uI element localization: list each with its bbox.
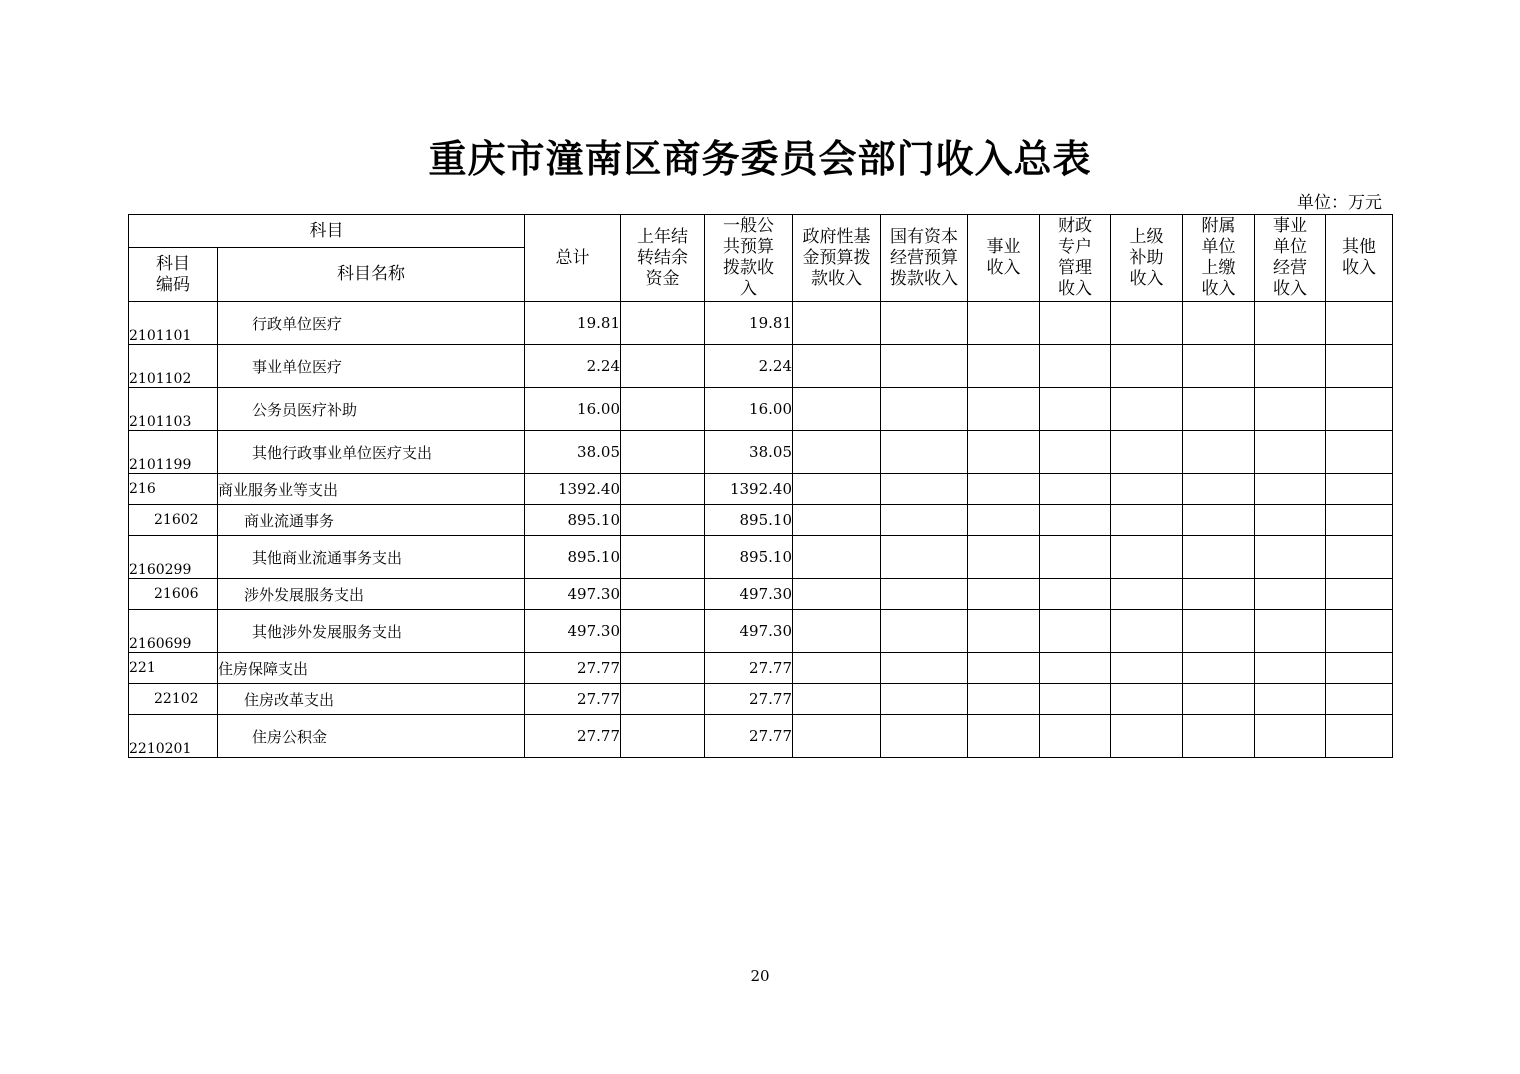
row-code: 2101199 (129, 431, 218, 474)
row-empty-cell (1255, 302, 1326, 345)
row-empty-cell (1040, 345, 1111, 388)
row-empty-cell (881, 715, 968, 758)
row-code: 2160699 (129, 610, 218, 653)
row-empty-cell (793, 684, 881, 715)
row-name: 其他行政事业单位医疗支出 (218, 431, 525, 474)
row-empty-cell (1183, 684, 1255, 715)
unit-label: 单位：万元 (1297, 193, 1382, 213)
row-empty-cell (1183, 388, 1255, 431)
row-empty-cell (1040, 388, 1111, 431)
row-name: 行政单位医疗 (218, 302, 525, 345)
row-general-budget: 895.10 (705, 536, 793, 579)
row-general-budget: 497.30 (705, 579, 793, 610)
row-empty-cell (968, 388, 1040, 431)
row-name: 住房保障支出 (218, 653, 525, 684)
row-empty-cell (1040, 684, 1111, 715)
row-carryover (621, 431, 705, 474)
table-row (129, 505, 1393, 536)
row-code: 2160299 (129, 536, 218, 579)
row-total: 497.30 (525, 579, 621, 610)
row-total: 497.30 (525, 610, 621, 653)
row-name: 商业服务业等支出 (218, 474, 525, 505)
row-code: 221 (129, 653, 218, 684)
row-empty-cell (793, 505, 881, 536)
header-subject: 科目 (129, 215, 525, 248)
row-empty-cell (881, 505, 968, 536)
row-empty-cell (968, 505, 1040, 536)
header-code: 科目编码 (129, 248, 218, 302)
header-state-capital: 国有资本经营预算拨款收入 (881, 215, 968, 302)
table-row (129, 302, 1393, 345)
row-general-budget: 27.77 (705, 653, 793, 684)
row-empty-cell (793, 579, 881, 610)
table-row (129, 431, 1393, 474)
row-code: 2210201 (129, 715, 218, 758)
row-name: 住房公积金 (218, 715, 525, 758)
row-empty-cell (793, 388, 881, 431)
row-empty-cell (1183, 345, 1255, 388)
row-empty-cell (1111, 536, 1183, 579)
row-empty-cell (1040, 302, 1111, 345)
row-empty-cell (793, 431, 881, 474)
row-empty-cell (1255, 653, 1326, 684)
table-row (129, 579, 1393, 610)
table-row (129, 653, 1393, 684)
row-total: 38.05 (525, 431, 621, 474)
row-name: 商业流通事务 (218, 505, 525, 536)
row-empty-cell (1183, 610, 1255, 653)
row-empty-cell (1111, 505, 1183, 536)
row-empty-cell (1111, 579, 1183, 610)
row-code: 21602 (129, 505, 218, 536)
row-empty-cell (1255, 431, 1326, 474)
row-empty-cell (1255, 474, 1326, 505)
row-empty-cell (1255, 579, 1326, 610)
row-empty-cell (1183, 579, 1255, 610)
row-empty-cell (1326, 684, 1393, 715)
header-name: 科目名称 (218, 248, 525, 302)
header-gov-fund: 政府性基金预算拨款收入 (793, 215, 881, 302)
row-empty-cell (881, 388, 968, 431)
row-total: 895.10 (525, 505, 621, 536)
row-general-budget: 27.77 (705, 684, 793, 715)
header-carryover: 上年结转结余资金 (621, 215, 705, 302)
row-code: 22102 (129, 684, 218, 715)
row-empty-cell (1040, 536, 1111, 579)
row-empty-cell (1111, 610, 1183, 653)
row-empty-cell (1326, 610, 1393, 653)
row-carryover (621, 388, 705, 431)
row-empty-cell (1326, 579, 1393, 610)
row-general-budget: 19.81 (705, 302, 793, 345)
row-empty-cell (968, 345, 1040, 388)
row-empty-cell (1183, 715, 1255, 758)
row-empty-cell (793, 653, 881, 684)
row-empty-cell (1111, 388, 1183, 431)
row-code: 216 (129, 474, 218, 505)
row-general-budget: 1392.40 (705, 474, 793, 505)
row-empty-cell (968, 715, 1040, 758)
row-empty-cell (1326, 505, 1393, 536)
row-empty-cell (881, 302, 968, 345)
table-row (129, 388, 1393, 431)
row-carryover (621, 505, 705, 536)
row-empty-cell (1040, 474, 1111, 505)
row-empty-cell (1111, 345, 1183, 388)
row-empty-cell (968, 431, 1040, 474)
row-empty-cell (968, 684, 1040, 715)
row-empty-cell (1183, 653, 1255, 684)
row-carryover (621, 715, 705, 758)
row-empty-cell (1111, 431, 1183, 474)
row-empty-cell (968, 474, 1040, 505)
row-empty-cell (1255, 684, 1326, 715)
row-empty-cell (1255, 505, 1326, 536)
row-name: 住房改革支出 (218, 684, 525, 715)
row-carryover (621, 579, 705, 610)
row-empty-cell (881, 684, 968, 715)
row-total: 27.77 (525, 715, 621, 758)
header-operating: 事业单位经营收入 (1255, 215, 1326, 302)
row-empty-cell (1326, 653, 1393, 684)
row-carryover (621, 610, 705, 653)
row-general-budget: 2.24 (705, 345, 793, 388)
row-empty-cell (1255, 388, 1326, 431)
table-row (129, 345, 1393, 388)
row-empty-cell (793, 536, 881, 579)
row-name: 涉外发展服务支出 (218, 579, 525, 610)
row-empty-cell (1183, 302, 1255, 345)
row-empty-cell (793, 302, 881, 345)
row-empty-cell (968, 579, 1040, 610)
row-name: 事业单位医疗 (218, 345, 525, 388)
row-empty-cell (881, 536, 968, 579)
row-empty-cell (881, 579, 968, 610)
row-carryover (621, 536, 705, 579)
row-general-budget: 497.30 (705, 610, 793, 653)
row-empty-cell (1326, 345, 1393, 388)
row-carryover (621, 302, 705, 345)
row-empty-cell (1326, 388, 1393, 431)
row-code: 2101102 (129, 345, 218, 388)
row-empty-cell (1183, 505, 1255, 536)
row-general-budget: 38.05 (705, 431, 793, 474)
row-empty-cell (968, 610, 1040, 653)
row-empty-cell (1111, 715, 1183, 758)
table-row (129, 684, 1393, 715)
header-superior-subsidy: 上级补助收入 (1111, 215, 1183, 302)
row-empty-cell (1040, 715, 1111, 758)
row-empty-cell (793, 345, 881, 388)
row-carryover (621, 474, 705, 505)
row-code: 2101103 (129, 388, 218, 431)
page-title: 重庆市潼南区商务委员会部门收入总表 (428, 136, 1092, 181)
row-empty-cell (881, 431, 968, 474)
row-empty-cell (793, 474, 881, 505)
row-carryover (621, 345, 705, 388)
row-empty-cell (881, 345, 968, 388)
row-empty-cell (1111, 474, 1183, 505)
row-empty-cell (968, 302, 1040, 345)
row-empty-cell (1326, 431, 1393, 474)
row-empty-cell (1255, 345, 1326, 388)
row-empty-cell (1326, 302, 1393, 345)
row-empty-cell (793, 610, 881, 653)
row-empty-cell (1040, 579, 1111, 610)
row-empty-cell (793, 715, 881, 758)
row-carryover (621, 684, 705, 715)
row-empty-cell (1111, 653, 1183, 684)
header-affiliated: 附属单位上缴收入 (1183, 215, 1255, 302)
row-carryover (621, 653, 705, 684)
row-empty-cell (1326, 715, 1393, 758)
row-total: 19.81 (525, 302, 621, 345)
table-row (129, 610, 1393, 653)
row-general-budget: 16.00 (705, 388, 793, 431)
header-row-1 (129, 215, 1393, 248)
row-total: 16.00 (525, 388, 621, 431)
row-total: 1392.40 (525, 474, 621, 505)
table-row (129, 536, 1393, 579)
row-general-budget: 27.77 (705, 715, 793, 758)
table-row (129, 474, 1393, 505)
table-row (129, 715, 1393, 758)
row-empty-cell (881, 653, 968, 684)
row-empty-cell (1255, 610, 1326, 653)
header-general-budget: 一般公共预算拨款收入 (705, 215, 793, 302)
row-empty-cell (1183, 431, 1255, 474)
row-empty-cell (1040, 505, 1111, 536)
row-empty-cell (1111, 302, 1183, 345)
table-body (129, 302, 1393, 758)
row-name: 其他涉外发展服务支出 (218, 610, 525, 653)
row-empty-cell (968, 536, 1040, 579)
row-empty-cell (881, 610, 968, 653)
row-empty-cell (1326, 536, 1393, 579)
header-total: 总计 (525, 215, 621, 302)
row-empty-cell (1040, 653, 1111, 684)
row-empty-cell (1326, 474, 1393, 505)
row-total: 2.24 (525, 345, 621, 388)
income-table (128, 214, 1393, 758)
row-empty-cell (881, 474, 968, 505)
row-name: 其他商业流通事务支出 (218, 536, 525, 579)
row-total: 27.77 (525, 653, 621, 684)
row-code: 21606 (129, 579, 218, 610)
header-other: 其他收入 (1326, 215, 1393, 302)
row-name: 公务员医疗补助 (218, 388, 525, 431)
header-business: 事业收入 (968, 215, 1040, 302)
page-number: 20 (750, 967, 770, 985)
row-empty-cell (968, 653, 1040, 684)
row-empty-cell (1040, 610, 1111, 653)
row-total: 27.77 (525, 684, 621, 715)
row-code: 2101101 (129, 302, 218, 345)
row-general-budget: 895.10 (705, 505, 793, 536)
row-total: 895.10 (525, 536, 621, 579)
row-empty-cell (1183, 474, 1255, 505)
row-empty-cell (1040, 431, 1111, 474)
row-empty-cell (1111, 684, 1183, 715)
header-fiscal-special: 财政专户管理收入 (1040, 215, 1111, 302)
row-empty-cell (1255, 715, 1326, 758)
row-empty-cell (1255, 536, 1326, 579)
row-empty-cell (1183, 536, 1255, 579)
